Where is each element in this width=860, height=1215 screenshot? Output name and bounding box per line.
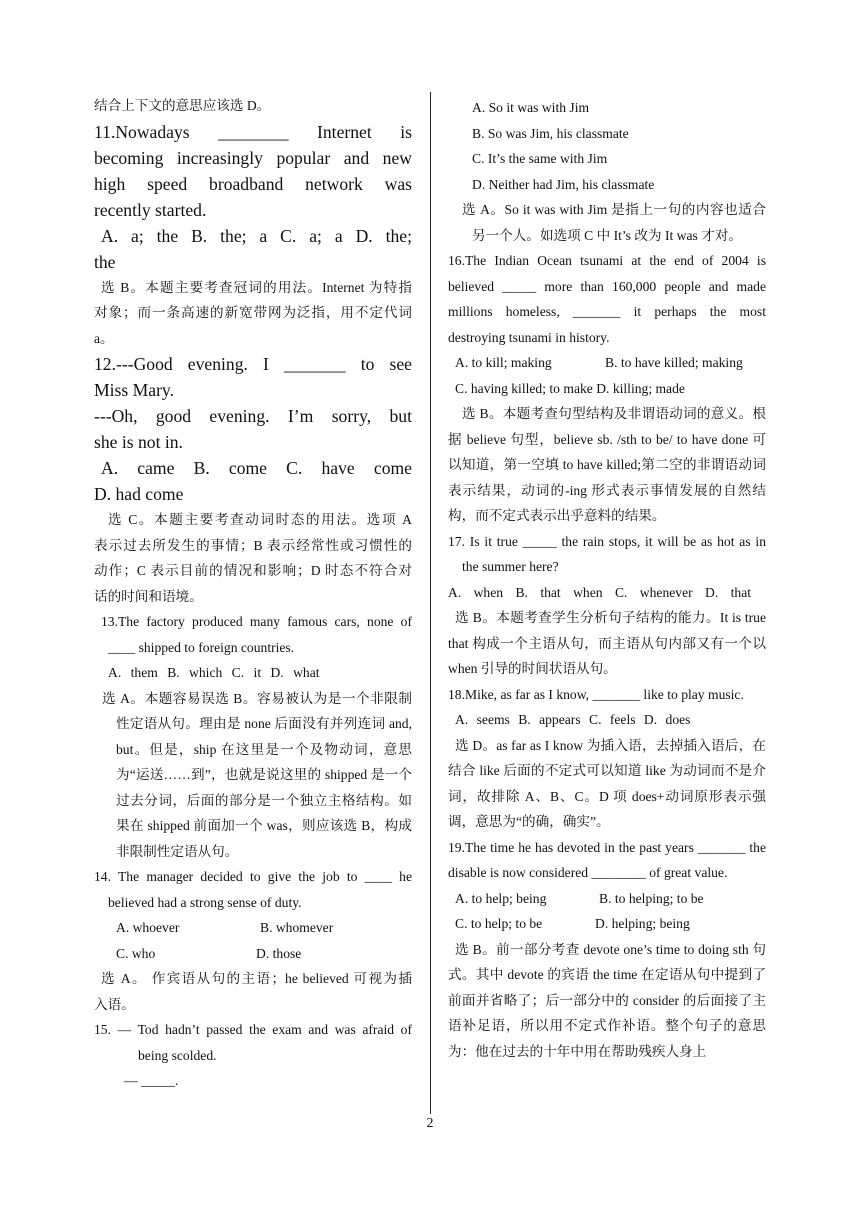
question-11-line: recently started. — [94, 199, 207, 220]
answer-12-explanation: 表示过去所发生的事情；B 表示经常性或习惯性的 — [94, 537, 412, 553]
option-c: C. to help; to be — [455, 916, 543, 931]
left-column — [94, 93, 412, 1094]
question-12-line: ---Oh, good evening. I’m sorry, but — [94, 406, 412, 426]
answer-15-explanation: 选 A。So it was with Jim 是指上一句的内容也适合另一个人。如选项 C 中 It’s 改为 It was 才对。 — [462, 202, 766, 243]
question-17-text: 17. Is it true _____ the rain stops, it will be as hot as in the summer here? — [448, 533, 766, 574]
answer-11-explanation: 对象；而一条高速的新宽带网为泛指，用不定代词 — [94, 305, 412, 320]
answer-18-explanation: 选 D。as far as I know 为插入语，去掉插入语后，在结合 like 后面的不定式可以知道 like 为动词而不是介词，故排除 A、B、C。D 项 does+动词原形表示强调，意思为“的确，确实”。 — [448, 737, 766, 829]
question-11-options: A. a; the B. the; a C. a; a D. the; — [101, 225, 412, 246]
page-number: 2 — [426, 1116, 434, 1131]
answer-13-explanation: 选 A。本题容易误选 B。容易被认为是一个非限制性定语从句。理由是 none 后面没有并列连词 and, but。但是，ship 在这里是一个及物动词，意思为“运送……到”，也就是说这里的 shipped 是一个过去分词，后面的部分是一个独立主格结构。如果在 shipped 前面加一个 was，则应该选 B，构成非限制性定语从句。 — [102, 690, 412, 859]
question-11-line: high speed broadband network was — [94, 173, 412, 194]
question-13-options: A. them B. which C. it D. what — [108, 665, 320, 680]
question-15-option-b: B. So was Jim, his classmate — [472, 125, 629, 141]
question-16-options: C. having killed; to make D. killing; made — [455, 380, 685, 396]
option-a: A. whoever — [116, 920, 180, 935]
answer-14-explanation: 入语。 — [94, 996, 135, 1012]
question-11-options: the — [94, 251, 116, 272]
option-c: C. who — [116, 945, 156, 961]
question-12-line: 12.---Good evening. I _______ to see — [94, 354, 412, 374]
question-17-options: A. when B. that when C. whenever D. that — [448, 584, 752, 600]
question-14-options — [94, 941, 412, 967]
question-12-line: she is not in. — [94, 432, 183, 452]
question-13-line: 13.The factory produced many famous cars, none of — [101, 614, 412, 629]
answer-12-explanation: 动作；C 表示目前的情况和影响；D 时态不符合对 — [94, 563, 412, 578]
option-d: D. helping; being — [595, 916, 690, 931]
option-a: A. to help; being — [455, 890, 547, 906]
question-19-text: 19.The time he has devoted in the past years _______ the disable is now considered ________ of great value. — [448, 839, 766, 880]
answer-16-explanation: 选 B。本题考查句型结构及非谓语动词的意义。根据 believe 句型，believe sb. /sth to be/ to have done 可以知道，第一空填 to have killed;第二空的非谓语动词表示结果，动词的-ing 形式表示事情发展的自然结构，而不定式表示出乎意料的结果。 — [448, 406, 766, 523]
question-19-options — [448, 886, 766, 912]
answer-11-explanation: 选 B。本题主要考查冠词的用法。Internet 为特指 — [101, 279, 412, 295]
question-11-line: becoming increasingly popular and new — [94, 147, 412, 168]
option-a: A. to kill; making — [455, 355, 552, 370]
question-12-line: Miss Mary. — [94, 380, 174, 400]
column-divider — [430, 92, 431, 1114]
option-b: B. whomever — [260, 920, 334, 935]
answer-11-explanation: a。 — [94, 330, 114, 346]
answer-19-explanation: 选 B。前一部分考查 devote one’s time to doing sth 句式。其中 devote 的宾语 the time 在定语从句中提到了前面并省略了；后一部分中的 consider 的后面接了主语补足语，所以用不定式作补语。整个句子的意思为：他在过去的十年中用在帮助残疾人身上 — [448, 941, 766, 1059]
question-15-option-a: A. So it was with Jim — [472, 100, 590, 115]
right-column — [448, 95, 766, 1064]
question-14-line: 14. The manager decided to give the job to ____ he believed had a strong sense of duty. — [94, 869, 412, 910]
answer-12-explanation: 选 C。本题主要考查动词时态的用法。选项 A — [108, 512, 412, 527]
answer-17-explanation: 选 B。本题考查学生分析句子结构的能力。It is true that 构成一个主语从句，而主语从句内部又有一个以 when 引导的时间状语从句。 — [448, 610, 766, 676]
question-18-options: A. seems B. appears C. feels D. does — [455, 712, 691, 727]
question-13-line: ____ shipped to foreign countries. — [108, 639, 295, 655]
question-12-options: A. came B. come C. have come — [101, 458, 412, 478]
question-19-options — [448, 911, 766, 937]
question-15-option-c: C. It’s the same with Jim — [472, 151, 608, 166]
answer-line: 结合上下文的意思应该选 D。 — [94, 98, 271, 113]
option-b: B. to helping; to be — [599, 890, 704, 906]
question-16-text: 16.The Indian Ocean tsunami at the end of 2004 is believed _____ more than 160,000 people and made millions homeless, _______ it perhaps the most destroying tsunami in history. — [448, 253, 766, 345]
answer-12-explanation: 话的时间和语境。 — [94, 588, 203, 604]
option-d: D. those — [256, 945, 302, 961]
question-12-options: D. had come — [94, 484, 184, 504]
question-15-line: 15. — Tod hadn’t passed the exam and was afraid of being scolded. — [94, 1022, 412, 1063]
question-14-options — [94, 915, 412, 941]
answer-14-explanation: 选 A。 作宾语从句的主语；he believed 可视为插 — [101, 971, 412, 986]
question-18-text: 18.Mike, as far as I know, _______ like to play music. — [448, 686, 744, 702]
question-15-response: — _____. — [124, 1073, 179, 1088]
question-16-options — [448, 350, 766, 376]
option-b: B. to have killed; making — [605, 355, 743, 370]
question-11-line: 11.Nowadays ________ Internet is — [94, 121, 412, 142]
question-15-option-d: D. Neither had Jim, his classmate — [472, 176, 655, 192]
